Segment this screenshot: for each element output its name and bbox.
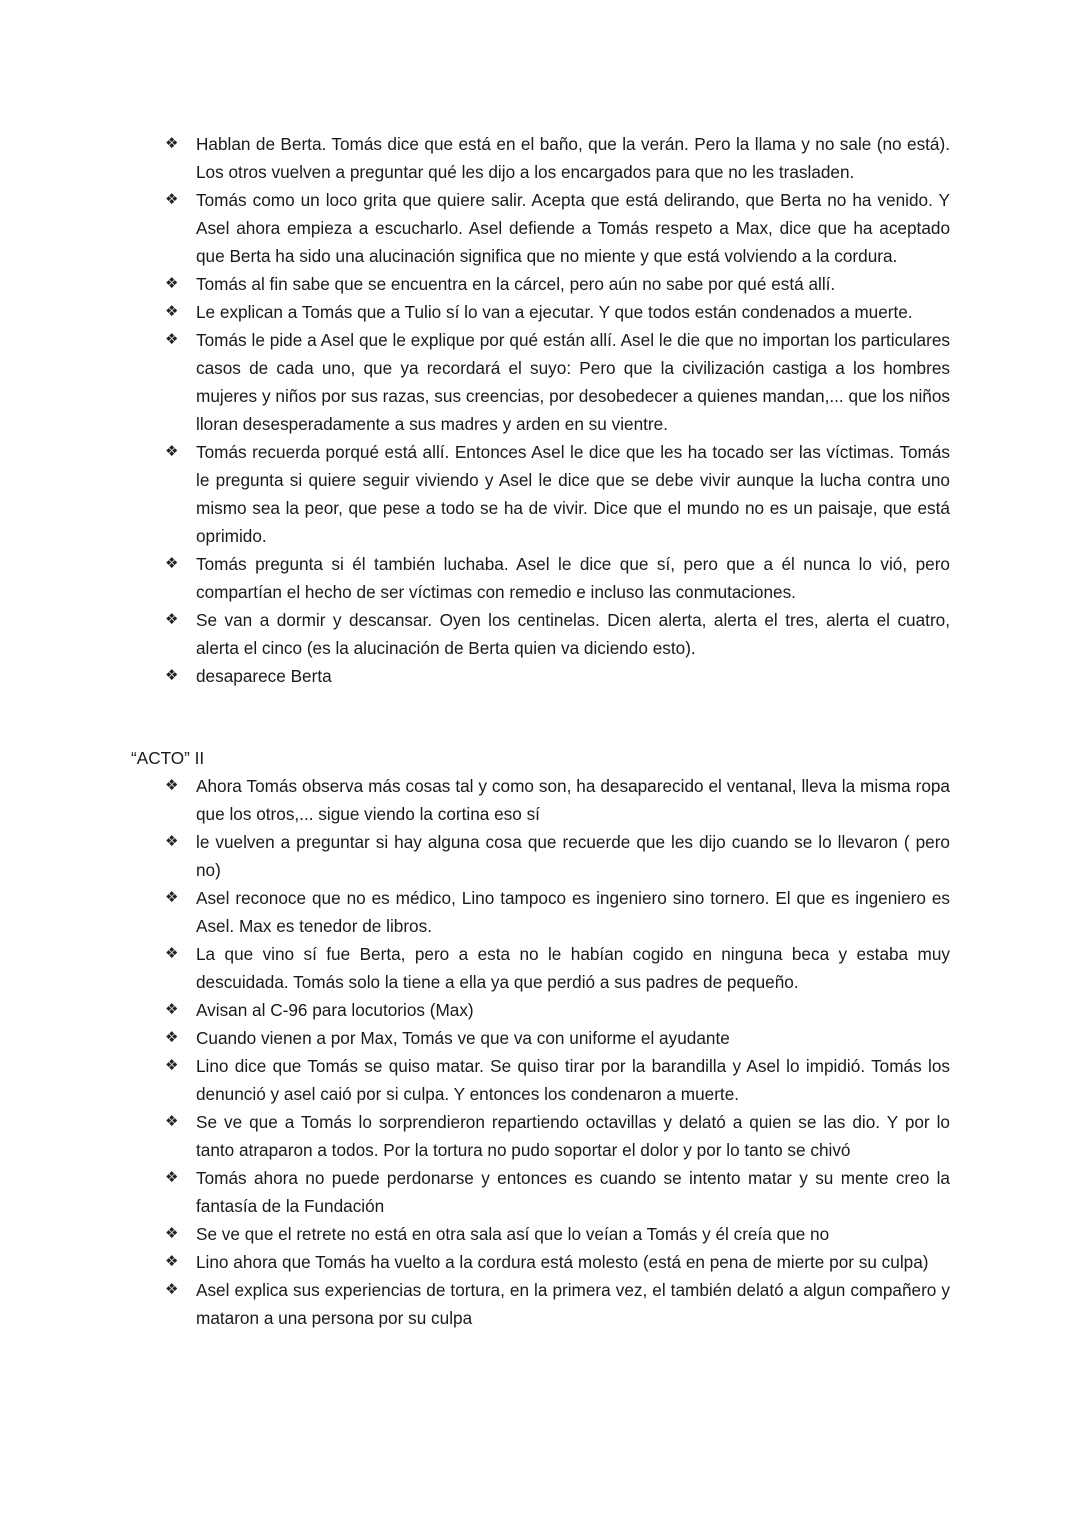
bullet-diamond-icon: ❖ — [165, 135, 179, 152]
list-item: ❖ Avisan al C-96 para locutorios (Max) — [165, 996, 950, 1024]
bullet-list-section-2 — [165, 772, 950, 1332]
bullet-diamond-icon: ❖ — [165, 1029, 179, 1046]
bullet-diamond-icon: ❖ — [165, 889, 179, 906]
list-item: ❖ Tomás como un loco grita que quiere salir. Acepta que está delirando, que Berta no ha venido. Y Asel ahora empieza a escucharlo. Asel defiende a Tomás respeto a Max, dice que ha aceptado que Berta ha sido una alucinación significa que no miente y que está volviendo a la cordura. — [165, 186, 950, 270]
list-item: ❖ desaparece Berta — [165, 662, 950, 690]
bullet-diamond-icon: ❖ — [165, 1001, 179, 1018]
list-item: ❖ Tomás le pide a Asel que le explique por qué están allí. Asel le die que no importan los particulares casos de cada uno, que ya recordará el suyo: Pero que la civilización castiga a los hombres mujeres y niños por sus razas, sus creencias, por desobedecer a quienes mandan,... que los niños lloran desesperadamente a sus madres y arden en su vientre. — [165, 326, 950, 438]
list-item: ❖ Ahora Tomás observa más cosas tal y como son, ha desaparecido el ventanal, lleva la misma ropa que los otros,... sigue viendo la cortina eso sí — [165, 772, 950, 828]
list-item: ❖ le vuelven a preguntar si hay alguna cosa que recuerde que les dijo cuando se lo llevaron ( pero no) — [165, 828, 950, 884]
list-item: ❖ Tomás al fin sabe que se encuentra en la cárcel, pero aún no sabe por qué está allí. — [165, 270, 950, 298]
bullet-diamond-icon: ❖ — [165, 777, 179, 794]
list-item: ❖ Hablan de Berta. Tomás dice que está en el baño, que la verán. Pero la llama y no sale (no está). Los otros vuelven a preguntar qué les dijo a los encargados para que no les trasladen. — [165, 130, 950, 186]
bullet-diamond-icon: ❖ — [165, 331, 179, 348]
bullet-diamond-icon: ❖ — [165, 1225, 179, 1242]
bullet-diamond-icon: ❖ — [165, 303, 179, 320]
list-item: ❖ Se van a dormir y descansar. Oyen los centinelas. Dicen alerta, alerta el tres, alerta el cuatro, alerta el cinco (es la alucinación de Berta quien va diciendo esto). — [165, 606, 950, 662]
list-item: ❖ Lino ahora que Tomás ha vuelto a la cordura está molesto (está en pena de mierte por su culpa) — [165, 1248, 950, 1276]
bullet-diamond-icon: ❖ — [165, 611, 179, 628]
bullet-diamond-icon: ❖ — [165, 833, 179, 850]
list-item: ❖ Asel reconoce que no es médico, Lino tampoco es ingeniero sino tornero. El que es ingeniero es Asel. Max es tenedor de libros. — [165, 884, 950, 940]
list-item: ❖ Asel explica sus experiencias de tortura, en la primera vez, el también delató a algun compañero y mataron a una persona por su culpa — [165, 1276, 950, 1332]
bullet-diamond-icon: ❖ — [165, 1169, 179, 1186]
list-item: ❖ Tomás recuerda porqué está allí. Entonces Asel le dice que les ha tocado ser las víctimas. Tomás le pregunta si quiere seguir viviendo y Asel le dice que se debe vivir aunque la lucha contra uno mismo sea la peor, que pese a todo se ha de vivir. Dice que el mundo no es un paisaje, que está oprimido. — [165, 438, 950, 550]
list-item: ❖ Le explican a Tomás que a Tulio sí lo van a ejecutar. Y que todos están condenados a muerte. — [165, 298, 950, 326]
bullet-list-section-1 — [165, 130, 950, 690]
list-item: ❖ Se ve que el retrete no está en otra sala así que lo veían a Tomás y él creía que no — [165, 1220, 950, 1248]
list-item: ❖ Tomás ahora no puede perdonarse y entonces es cuando se intento matar y su mente creo la fantasía de la Fundación — [165, 1164, 950, 1220]
bullet-diamond-icon: ❖ — [165, 945, 179, 962]
bullet-diamond-icon: ❖ — [165, 191, 179, 208]
section-heading-acto-2: “ACTO” II — [131, 748, 205, 768]
bullet-diamond-icon: ❖ — [165, 275, 179, 292]
bullet-diamond-icon: ❖ — [165, 555, 179, 572]
bullet-diamond-icon: ❖ — [165, 1281, 179, 1298]
list-item: ❖ Se ve que a Tomás lo sorprendieron repartiendo octavillas y delató a quien se las dio. Y por lo tanto atraparon a todos. Por la tortura no pudo soportar el dolor y por lo tanto se chivó — [165, 1108, 950, 1164]
list-item: ❖ Tomás pregunta si él también luchaba. Asel le dice que sí, pero que a él nunca lo vió, pero compartían el hecho de ser víctimas con remedio e incluso las conmutaciones. — [165, 550, 950, 606]
bullet-diamond-icon: ❖ — [165, 443, 179, 460]
bullet-diamond-icon: ❖ — [165, 1253, 179, 1270]
list-item: ❖ La que vino sí fue Berta, pero a esta no le habían cogido en ninguna beca y estaba muy descuidada. Tomás solo la tiene a ella ya que perdió a sus padres de pequeño. — [165, 940, 950, 996]
bullet-diamond-icon: ❖ — [165, 1113, 179, 1130]
list-item: ❖ Cuando vienen a por Max, Tomás ve que va con uniforme el ayudante — [165, 1024, 950, 1052]
list-item: ❖ Lino dice que Tomás se quiso matar. Se quiso tirar por la barandilla y Asel lo impidió. Tomás los denunció y asel caió por si culpa. Y entonces los condenaron a muerte. — [165, 1052, 950, 1108]
bullet-diamond-icon: ❖ — [165, 1057, 179, 1074]
bullet-diamond-icon: ❖ — [165, 667, 179, 684]
